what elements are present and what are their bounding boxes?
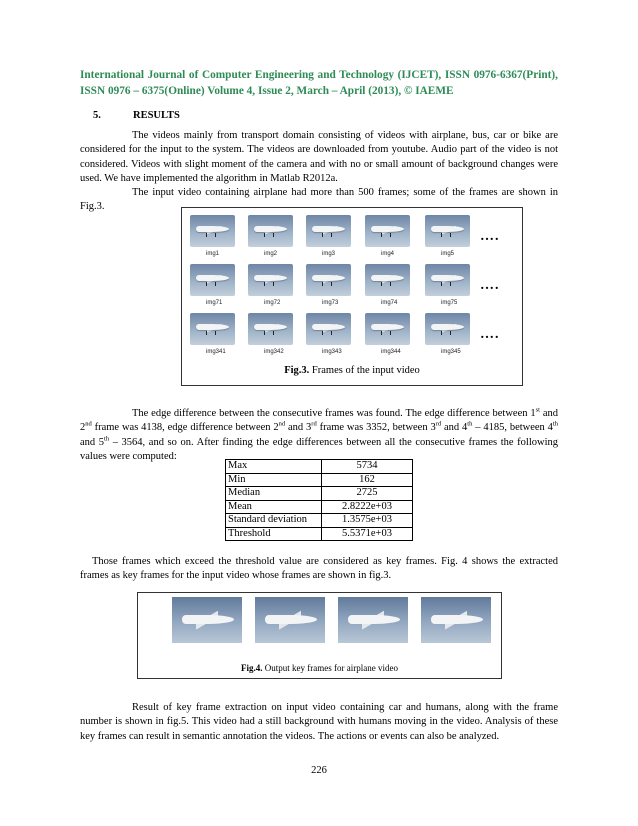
stat-value: 5.5371e+03 [322,527,413,541]
frame-thumbnail [306,215,351,247]
paragraph-5: Result of key frame extraction on input video containing car and humans, along with the frame number is shown in fig.5. This video had a still background with humans moving in the video. Analysis of these key frames can result in semantic annotation the videos. The actions or events can also be analyzed. [80,702,558,742]
key-frame-3 [338,597,408,643]
frame-thumbnail [248,215,293,247]
table-row [226,514,413,528]
figure-3-caption-text: Frames of the input video [309,365,420,376]
section-title: RESULTS [133,110,180,121]
frame-thumbnail [425,264,470,296]
frame-label: img73 [322,300,339,306]
frame-label: img74 [381,300,398,306]
frame-thumbnail [306,313,351,345]
frame-label: img344 [381,349,401,355]
figure-4-label: Fig.4. [241,663,263,673]
stat-value: 2725 [322,487,413,501]
frame-thumbnail [248,264,293,296]
paragraph-3: The edge difference between the consecutive frames was found. The edge difference between 1st and 2nd frame was 4138, edge difference between 2nd and 3rd frame was 3352, between 3rd and 4th – 4185, between 4th and 5th – 3564, and so on. After finding the edge differences between all the consecutive frames the following values were computed: [80,406,558,463]
section-heading [93,110,180,121]
frame-thumbnail [425,215,470,247]
stat-label: Max [226,460,322,474]
key-frame-1 [172,597,242,643]
figure-3-caption [182,365,522,376]
stat-value: 2.8222e+03 [322,500,413,514]
frame-thumbnail [425,313,470,345]
stat-value: 5734 [322,460,413,474]
frame-thumbnail [190,215,235,247]
paragraph-4: Those frames which exceed the threshold value are considered as key frames. Fig. 4 shows the extracted frames as key frames for the input video whose frames are shown in fig.3. [80,556,558,582]
figure-3 [181,207,523,386]
statistics-table [225,459,413,541]
frame-thumbnail [306,264,351,296]
stat-value: 1.3575e+03 [322,514,413,528]
frame-label: img72 [264,300,281,306]
table-row [226,487,413,501]
stat-value: 162 [322,473,413,487]
figure-4 [137,592,502,679]
table-row [226,460,413,474]
frame-label: img342 [264,349,284,355]
frame-label: img5 [441,251,455,257]
table-row [226,473,413,487]
frame-label: img343 [322,349,342,355]
frame-label: img341 [206,349,226,355]
frame-label: img345 [441,349,461,355]
key-frame-4 [421,597,491,643]
frame-thumbnail [365,215,410,247]
table-row [226,527,413,541]
stat-label: Threshold [226,527,322,541]
frame-label: img4 [381,251,395,257]
paragraph-1: The videos mainly from transport domain consisting of videos with airplane, bus, car or bike are considered for the input to the system. The videos are downloaded from youtube. Audio part of the video is not considered. Videos with slight moment of the camera and with no or small amount of background changes were used. We have implemented the algorithm in Matlab R2012a. [80,130,558,185]
frame-thumbnail [190,313,235,345]
ellipsis: …. [480,229,500,244]
frame-label: img2 [264,251,278,257]
frame-thumbnail [365,264,410,296]
ellipsis: …. [480,327,500,342]
frame-label: img1 [206,251,220,257]
ellipsis: …. [480,278,500,293]
frame-label: img75 [441,300,458,306]
frame-thumbnail [248,313,293,345]
key-frame-2 [255,597,325,643]
table-row [226,500,413,514]
stat-label: Standard deviation [226,514,322,528]
journal-header: International Journal of Computer Engineering and Technology (IJCET), ISSN 0976-6367(Print), ISSN 0976 – 6375(Online) Volume 4, Issue 2, March – April (2013), © IAEME [80,69,558,97]
stat-label: Min [226,473,322,487]
figure-3-label: Fig.3. [284,365,310,376]
frame-label: img3 [322,251,336,257]
stat-label: Median [226,487,322,501]
page-number: 226 [311,765,327,776]
frame-label: img71 [206,300,223,306]
figure-4-caption [138,663,501,673]
figure-4-caption-text: Output key frames for airplane video [262,663,398,673]
stat-label: Mean [226,500,322,514]
paragraph-2: The input video containing airplane had more than 500 frames; some of the frames are shown in Fig.3. [80,187,558,213]
section-number: 5. [93,110,101,121]
frame-thumbnail [190,264,235,296]
frame-thumbnail [365,313,410,345]
